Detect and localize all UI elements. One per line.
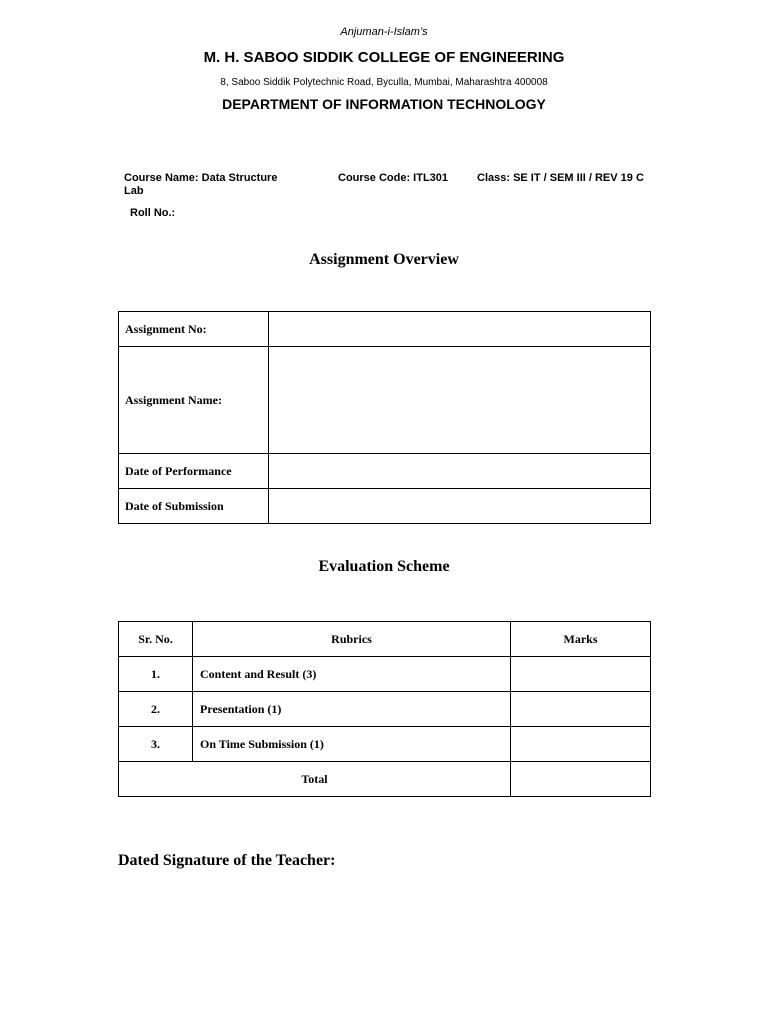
college-address: 8, Saboo Siddik Polytechnic Road, Byculla, Mumbai, Maharashtra 400008 [220, 77, 548, 88]
assignment-overview-title: Assignment Overview [309, 251, 459, 268]
sr-no-header: Sr. No. [119, 622, 193, 657]
roll-number-label: Roll No.: [130, 207, 176, 219]
organization-name: Anjuman-i-Islam’s [340, 26, 428, 38]
evaluation-scheme-title: Evaluation Scheme [318, 558, 450, 575]
evaluation-row [119, 727, 651, 762]
rubric-cell: Content and Result (3) [193, 657, 511, 692]
assignment-no-field[interactable] [269, 312, 651, 347]
evaluation-row [119, 657, 651, 692]
college-name: M. H. SABOO SIDDIK COLLEGE OF ENGINEERING [203, 49, 565, 66]
rubric-cell: On Time Submission (1) [193, 727, 511, 762]
rubric-cell: Presentation (1) [193, 692, 511, 727]
overview-row-assignment-no [119, 312, 651, 347]
evaluation-header-row [119, 622, 651, 657]
assignment-name-label: Assignment Name: [119, 347, 269, 454]
course-name: Course Name: Data Structure Lab [124, 172, 278, 197]
department-name: DEPARTMENT OF INFORMATION TECHNOLOGY [222, 96, 546, 112]
date-of-performance-label: Date of Performance [119, 454, 269, 489]
assignment-no-label: Assignment No: [119, 312, 269, 347]
evaluation-total-row [119, 762, 651, 797]
marks-cell[interactable] [511, 727, 651, 762]
class-info: Class: SE IT / SEM III / REV 19 C [477, 172, 644, 184]
overview-row-assignment-name [119, 347, 651, 454]
date-of-performance-field[interactable] [269, 454, 651, 489]
evaluation-scheme-table [118, 621, 651, 797]
marks-cell[interactable] [511, 657, 651, 692]
assignment-overview-table [118, 311, 651, 524]
rubrics-header: Rubrics [193, 622, 511, 657]
marks-header: Marks [511, 622, 651, 657]
total-marks-cell[interactable] [511, 762, 651, 797]
date-of-submission-label: Date of Submission [119, 489, 269, 524]
course-code: Course Code: ITL301 [338, 172, 449, 184]
sr-no-cell: 2. [119, 692, 193, 727]
teacher-signature-label: Dated Signature of the Teacher: [118, 852, 336, 869]
assignment-name-field[interactable] [269, 347, 651, 454]
date-of-submission-field[interactable] [269, 489, 651, 524]
sr-no-cell: 3. [119, 727, 193, 762]
total-label: Total [119, 762, 511, 797]
overview-row-date-of-performance [119, 454, 651, 489]
overview-row-date-of-submission [119, 489, 651, 524]
marks-cell[interactable] [511, 692, 651, 727]
sr-no-cell: 1. [119, 657, 193, 692]
evaluation-row [119, 692, 651, 727]
